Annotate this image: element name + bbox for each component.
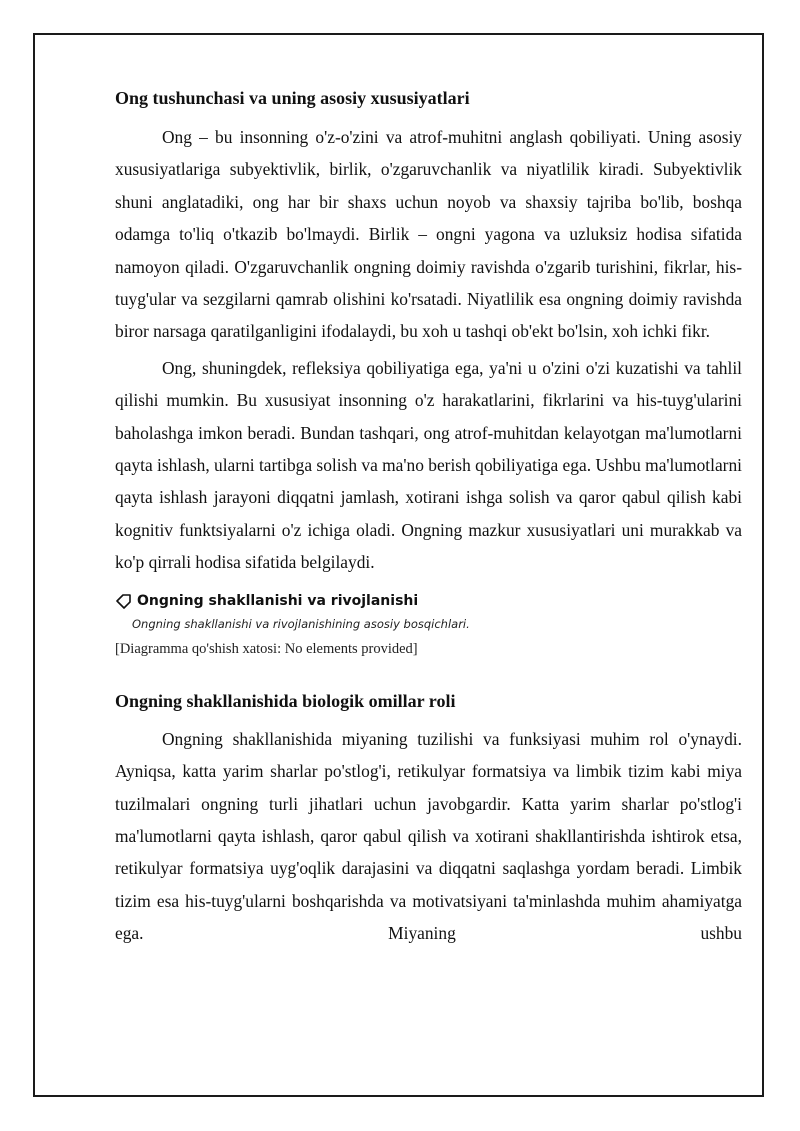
paragraph: Ong – bu insonning o'z-o'zini va atrof-muhitni anglash qobiliyati. Uning asosiy xususiyatlariga subyektivlik, birlik, o'zgaruvchanlik va niyatlilik kiradi. Subyektivlik shuni anglatadiki, ong har bir shaxs uchun noyob va shaxsiy tajriba bo'lib, boshqa odamga to'liq o'tkazib bo'lmaydi. Birlik – ongni yagona va uzluksiz hodisa sifatida namoyon qiladi. O'zgaruvchanlik ongning doimiy ravishda o'zgarib turishini, fikrlar, his-tuyg'ular va sezgilarni qamrab olishini ko'rsatadi. Niyatlilik esa ongning doimiy ravishda biror narsaga qaratilganligini ifodalaydi, bu xoh u tashqi ob'ekt bo'lsin, xoh ichki fikr.	[115, 127, 742, 342]
paragraph: Ong, shuningdek, refleksiya qobiliyatiga ega, ya'ni u o'zini o'zi kuzatishi va tahlil qilishi mumkin. Bu xususiyat insonning o'z harakatlarini, fikrlarini va his-tuyg'ularini baholashga imkon beradi. Bundan tashqari, ong atrof-muhitdan kelayotgan ma'lumotlarni qayta ishlash, ularni tartibga solish va ma'no berish qobiliyatiga ega. Ushbu ma'lumotlarni qayta ishlash jarayoni diqqatni jamlash, xotirani ishga solish va qaror qabul qilish kabi kognitiv funktsiyalarni o'z ichiga oladi. Ongning mazkur xususiyatlari uni murakkab va ko'p qirrali hodisa sifatida belgilaydi.	[115, 357, 742, 573]
paragraph: Ongning shakllanishida miyaning tuzilishi va funksiyasi muhim rol o'ynaydi. Ayniqsa, katta yarim sharlar po'stlog'i, retikulyar formatsiya va limbik tizim kabi miya tuzilmalari ongning turli jihatlari uchun javobgardir. Katta yarim sharlar po'stlog'i ma'lumotlarni qayta ishlash, qaror qabul qilish va xotirani shakllantirishda ishtirok etsa, retikulyar formatsiya uyg'oqlik darajasini va diqqatni saqlashga yordam beradi. Limbik tizim esa his-tuyg'ularni boshqarishda va motivatsiyani ta'minlashda muhim ahamiyatga ega. Miyaning ushbu	[115, 728, 742, 944]
diagram-error-message: [Diagramma qo'shish xatosi: No elements provided]	[115, 640, 418, 657]
tag-icon	[115, 592, 133, 610]
document-body	[115, 86, 742, 954]
section-heading-biologik-omillar: Ongning shakllanishida biologik omillar roli	[115, 690, 456, 711]
section-heading-ong-tushunchasi: Ong tushunchasi va uning asosiy xususiyatlari	[115, 88, 470, 108]
diagram-caption: Ongning shakllanishi va rivojlanishining asosiy bosqichlari.	[132, 616, 470, 631]
diagram-title	[115, 591, 742, 611]
diagram-title-text: Ongning shakllanishi va rivojlanishi	[137, 592, 419, 609]
diagram-block	[115, 591, 742, 659]
